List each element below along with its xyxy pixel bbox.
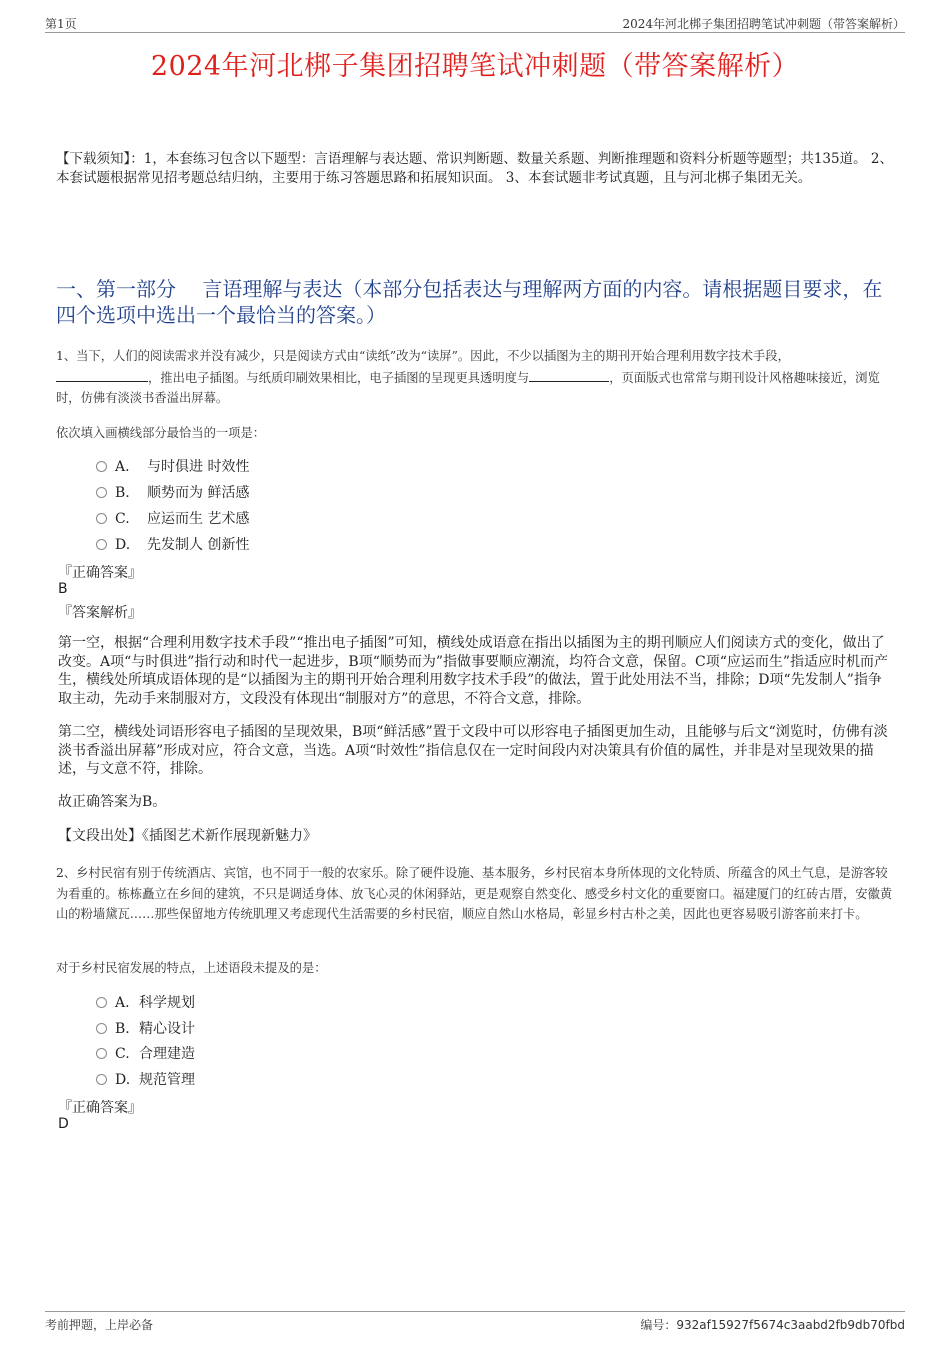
question-2-stem: 2、乡村民宿有别于传统酒店、宾馆，也不同于一般的农家乐。除了硬件设施、基本服务，乡村民宿本身所体现的文化特质、所蕴含的风土气息，是游客较为看重的。栋栋矗立在乡间的建筑，不只是调适身体、放飞心灵的休闲驿站，更是观察自然变化、感受乡村文化的重要窗口。福建厦门的红砖古厝，安徽黄山的粉墙黛瓦……那些保留地方传统肌理又考虑现代生活需要的乡村民宿，顺应自然山水格局，彰显乡村古朴之美，因此也更容易吸引游客前来打卡。: [56, 866, 893, 921]
document-title: 2024年河北梆子集团招聘笔试冲刺题（带答案解析）: [150, 51, 800, 82]
q1-analysis-label: 『答案解析』: [58, 605, 142, 621]
q1-conclusion: 故正确答案为B。: [58, 794, 167, 810]
q2-option-c[interactable]: C. 合理建造: [96, 1043, 195, 1063]
q1-analysis-paragraph: 第二空，横线处词语形容电子插图的呈现效果，B项“鲜活感”置于文段中可以形容电子插图更加生动，且能够与后文“浏览时，仿佛有淡淡书香溢出屏幕”形成对应，符合文意，当选。A项“时效性”指信息仅在一定时间段内对决策具有价值的属性，并非是对呈现效果的描述，与文意不符，排除。: [58, 724, 888, 777]
page-footer: [45, 1311, 905, 1336]
section-heading: 一、第一部分 言语理解与表达（本部分包括表达与理解两方面的内容。请根据题目要求，在四个选项中选出一个最恰当的答案。）: [56, 277, 883, 327]
q1-analysis-paragraph: 第一空，根据“合理利用数字技术手段”“推出电子插图”可知，横线处成语意在指出以插图为主的期刊顺应人们阅读方式的变化，做出了改变。A项“与时俱进”指行动和时代一起进步，B项“顺势而为”指做事要顺应潮流，均符合文意，保留。C项“应运而生”指适应时机而产生，横线处所填成语体现的是“以插图为主的期刊开始合理利用数字技术手段”的做法，置于此处用法不当，排除；D项“先发制人”指争取主动，先动手来制服对方，文段没有体现出“制服对方”的意思，不符合文意，排除。: [58, 635, 889, 707]
header-doc-title: 2024年河北梆子集团招聘笔试冲刺题（带答案解析）: [622, 17, 905, 31]
q2-answer: D: [58, 1116, 69, 1132]
question-1-stem: 1、当下，人们的阅读需求并没有减少，只是阅读方式由“读纸”改为“读屏”。因此，不少以插图为主的期刊开始合理利用数字技术手段， ，推出电子插图。与纸质印刷效果相比，电子插图的呈现更具透明度与 ，页面版式也常常与期刊设计风格趣味接近，浏览时，仿佛有淡淡书香溢出屏幕。: [56, 349, 880, 405]
question-2-prompt: 对于乡村民宿发展的特点，上述语段未提及的是：: [56, 961, 327, 975]
q2-option-a[interactable]: A. 科学规划: [96, 992, 195, 1012]
radio-button-icon[interactable]: [96, 539, 107, 550]
q2-option-b[interactable]: B. 精心设计: [96, 1018, 195, 1038]
q1-option-c[interactable]: C. 应运而生 艺术感: [96, 508, 249, 528]
q1-option-a[interactable]: A. 与时俱进 时效性: [96, 456, 249, 476]
radio-button-icon[interactable]: [96, 997, 107, 1008]
fill-blank-1: [56, 367, 148, 382]
radio-button-icon[interactable]: [96, 487, 107, 498]
q2-option-d[interactable]: D. 规范管理: [96, 1069, 195, 1089]
footer-slogan: 考前押题，上岸必备: [45, 1318, 154, 1332]
footer-code: 编号：932af15927f5674c3aabd2fb9db70fbd: [640, 1318, 905, 1332]
radio-button-icon[interactable]: [96, 461, 107, 472]
q1-source: 【文段出处】《插图艺术新作展现新魅力》: [58, 828, 317, 844]
radio-button-icon[interactable]: [96, 1074, 107, 1085]
page-header: [45, 12, 905, 33]
q1-option-b[interactable]: B. 顺势而为 鲜活感: [96, 482, 249, 502]
q1-answer-label: 『正确答案』: [58, 565, 142, 581]
q1-answer: B: [58, 581, 68, 597]
radio-button-icon[interactable]: [96, 1048, 107, 1059]
page-number: 第1页: [45, 17, 77, 31]
radio-button-icon[interactable]: [96, 1023, 107, 1034]
q1-option-d[interactable]: D. 先发制人 创新性: [96, 534, 249, 554]
fill-blank-2: [529, 367, 609, 382]
radio-button-icon[interactable]: [96, 513, 107, 524]
download-notice: 【下载须知】：1，本套练习包含以下题型：言语理解与表达题、常识判断题、数量关系题、判断推理题和资料分析题等题型；共135道。 2、本套试题根据常见招考题总结归纳，主要用于练习答题思路和拓展知识面。 3、本套试题非考试真题，且与河北梆子集团无关。: [56, 151, 893, 186]
q2-answer-label: 『正确答案』: [58, 1100, 142, 1116]
question-1-prompt: 依次填入画横线部分最恰当的一项是：: [56, 426, 266, 440]
